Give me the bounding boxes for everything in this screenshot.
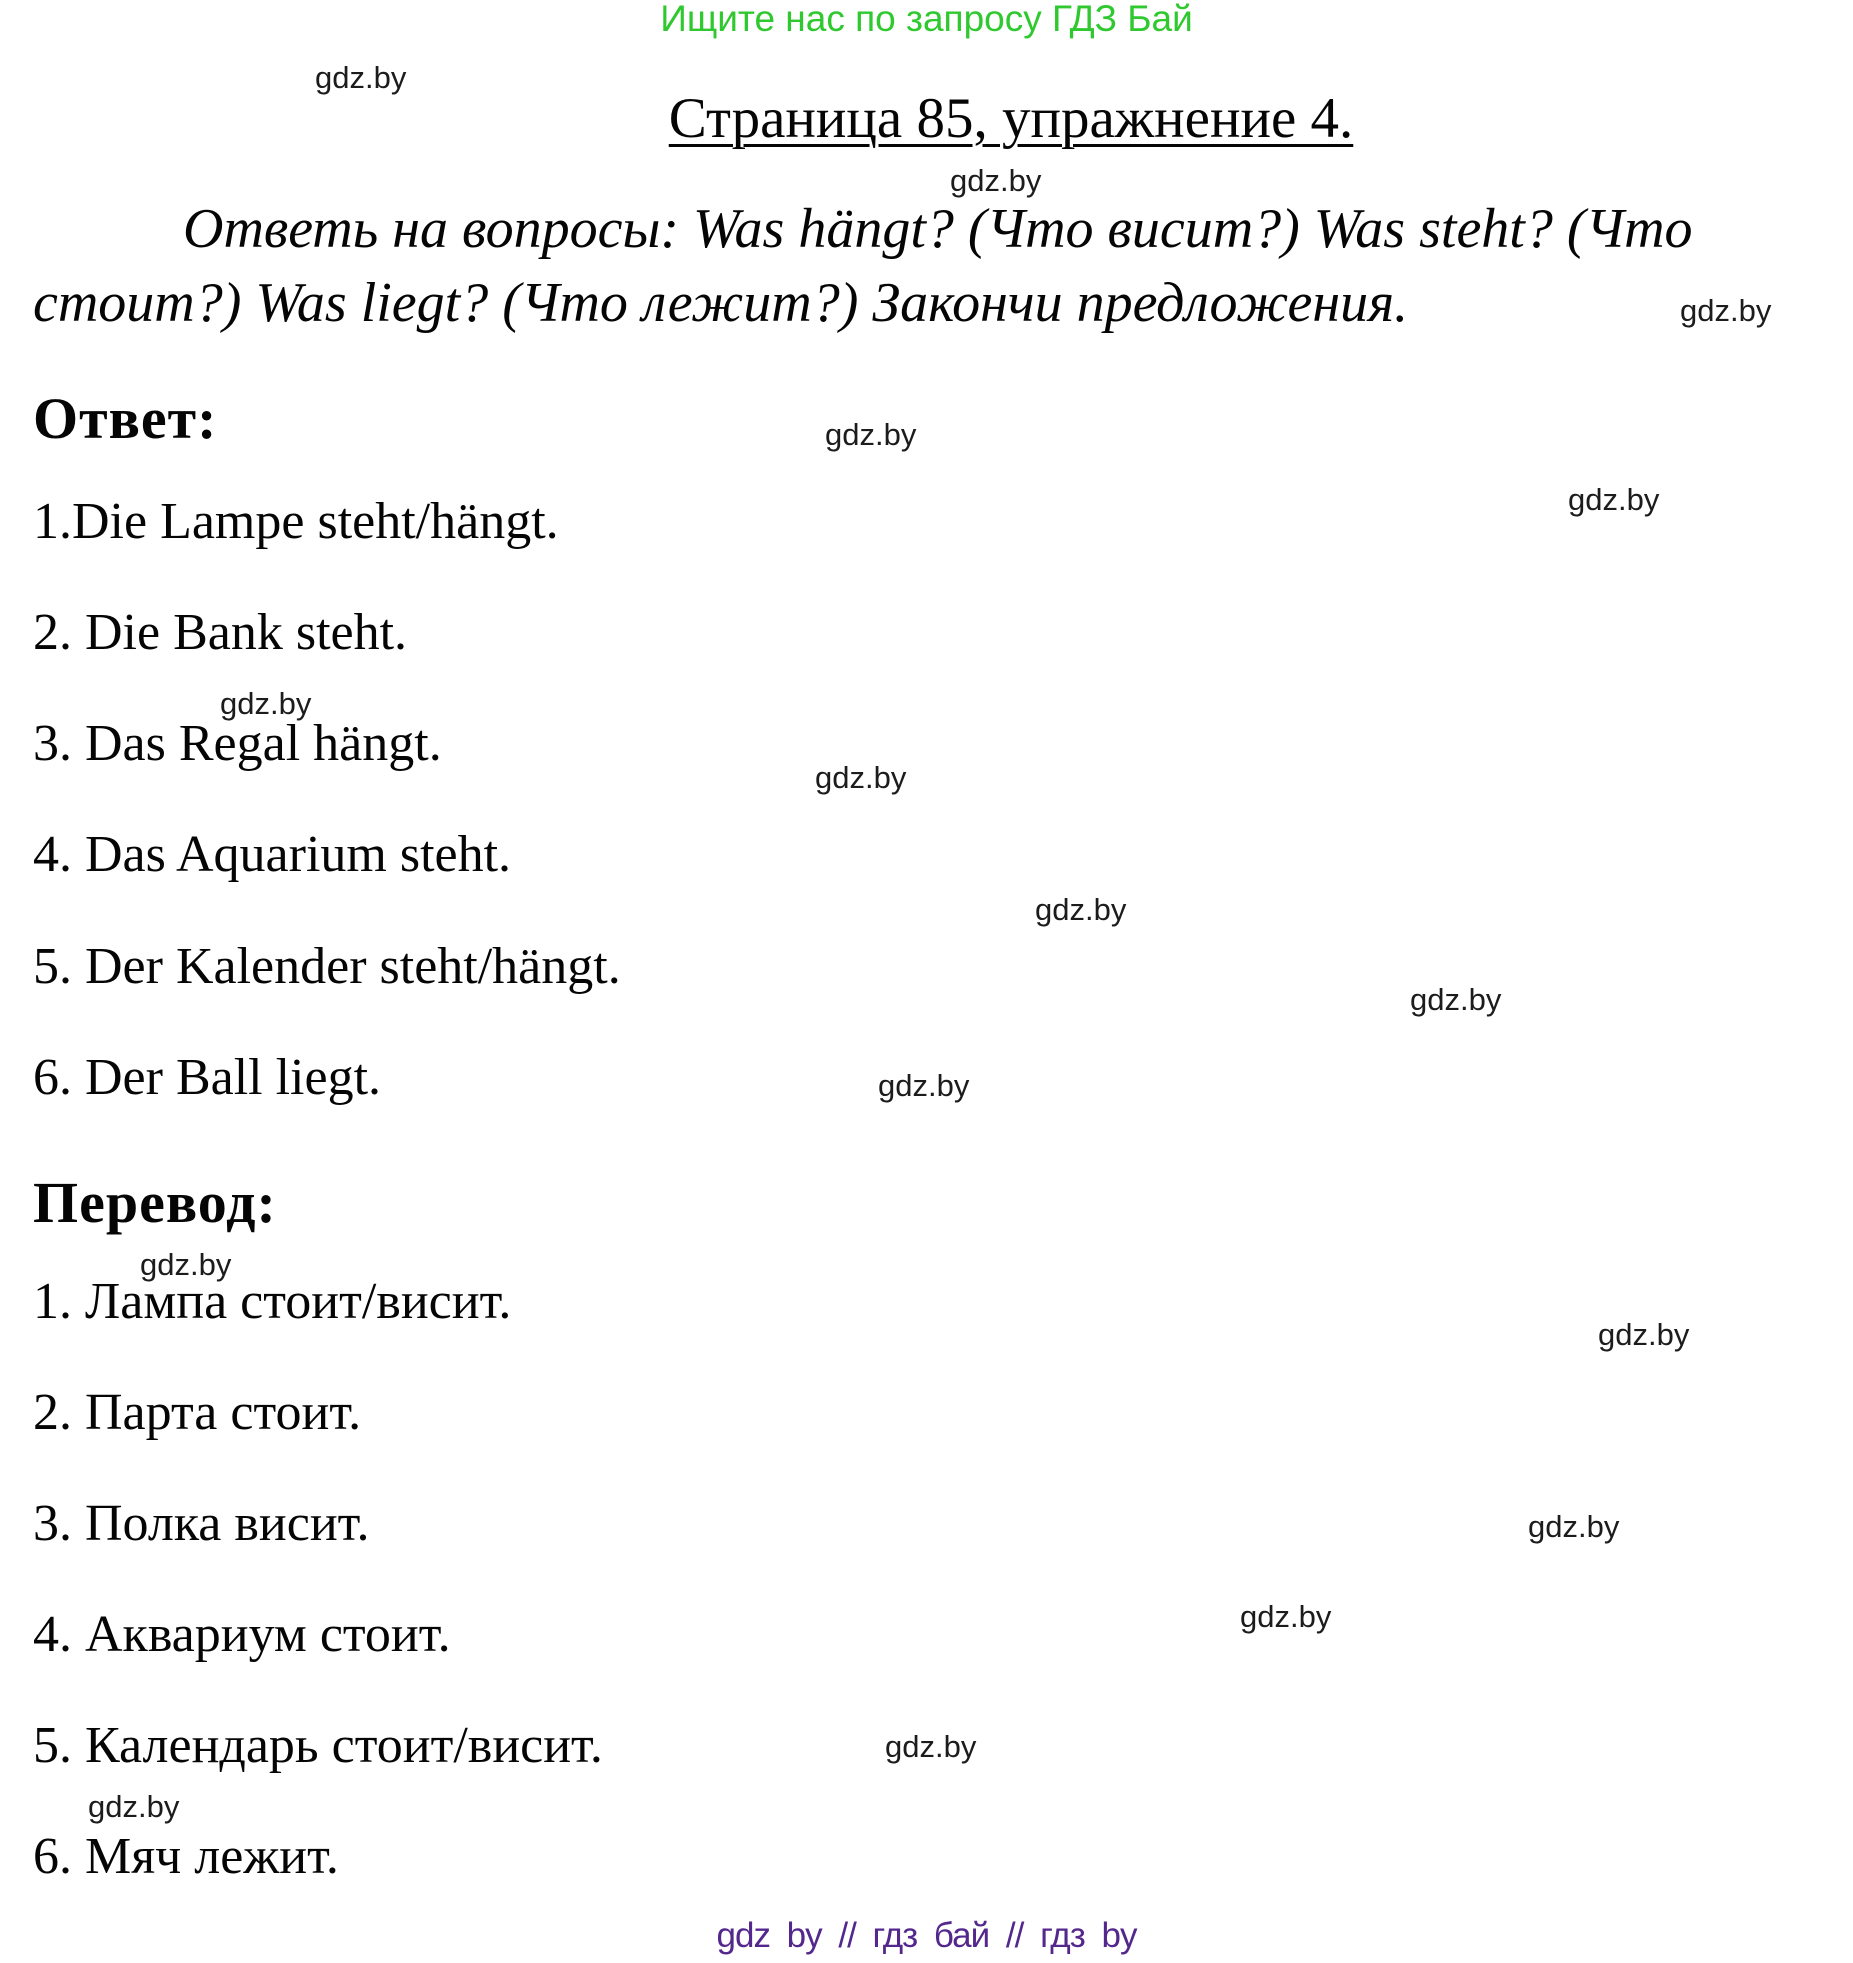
answer-item-3: 3. Das Regal hängt. [33,715,442,772]
watermark-gdz: gdz.by [220,686,312,721]
translation-item-5: 5. Календарь стоит/висит. [33,1717,603,1774]
task-text-line-2: стоит?) Was liegt? (Что лежит?) Закончи предложения. [33,272,1409,334]
watermark-gdz: gdz.by [88,1789,180,1824]
page-title: Страница 85, упражнение 4. [668,87,1354,150]
translation-item-2: 2. Парта стоит. [33,1384,362,1441]
watermark-gdz: gdz.by [825,417,917,452]
watermark-gdz: gdz.by [1035,892,1127,927]
footer-sites: gdz by // гдз бай // гдз by [716,1916,1137,1955]
answer-item-1: 1.Die Lampe steht/hängt. [33,493,559,550]
translation-item-6: 6. Мяч лежит. [33,1828,339,1885]
answer-heading: Ответ: [33,386,218,451]
watermark-gdz: gdz.by [950,163,1042,198]
watermark-gdz: gdz.by [315,60,407,95]
answer-item-4: 4. Das Aquarium steht. [33,826,512,883]
watermark-gdz: gdz.by [1680,293,1772,328]
translation-item-4: 4. Аквариум стоит. [33,1606,451,1663]
watermark-gdz: gdz.by [1598,1317,1690,1352]
translation-item-3: 3. Полка висит. [33,1495,370,1552]
watermark-gdz: gdz.by [878,1068,970,1103]
watermark-gdz: gdz.by [885,1729,977,1764]
translation-item-1: 1. Лампа стоит/висит. [33,1273,512,1330]
watermark-gdz: gdz.by [1410,982,1502,1017]
answer-item-6: 6. Der Ball liegt. [33,1049,382,1106]
task-text-line-1: Ответь на вопросы: Was hängt? (Что висит?) Was steht? (Что [183,198,1693,260]
translation-heading: Перевод: [33,1170,277,1235]
watermark-gdz: gdz.by [1568,482,1660,517]
watermark-gdz: gdz.by [815,760,907,795]
answer-item-5: 5. Der Kalender steht/hängt. [33,938,621,995]
promo-banner: Ищите нас по запросу ГДЗ Бай [660,0,1193,39]
watermark-gdz: gdz.by [1528,1509,1620,1544]
answer-item-2: 2. Die Bank steht. [33,604,408,661]
watermark-gdz: gdz.by [1240,1599,1332,1634]
watermark-gdz: gdz.by [140,1247,232,1282]
